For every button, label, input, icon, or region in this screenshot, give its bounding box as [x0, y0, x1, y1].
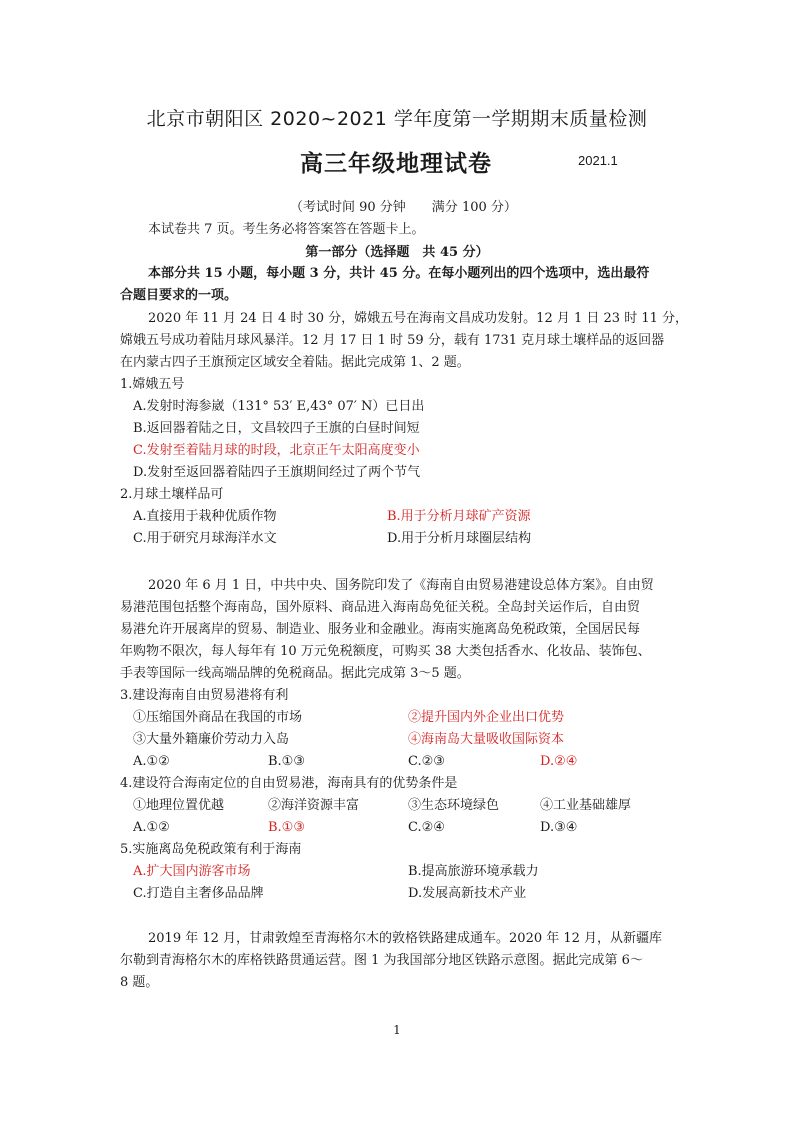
q3-option-b: B.①③	[268, 754, 305, 769]
q4-option-a: A.①②	[133, 820, 170, 835]
q1-option-a: A.发射时海参崴（131° 53′ E,43° 07′ N）已日出	[133, 399, 425, 414]
q3-statement-1: ①压缩国外商品在我国的市场	[133, 710, 303, 725]
passage1-line1: 2020 年 11 月 24 日 4 时 30 分，嫦娥五号在海南文昌成功发射。12 月 1 日 23 时 11 分，	[148, 311, 688, 326]
passage2-line5: 手表等国际一线高端品牌的免税商品。据此完成第 3～5 题。	[120, 666, 470, 681]
q4-stem: 4.建设符合海南定位的自由贸易港，海南具有的优势条件是	[120, 776, 458, 791]
q5-option-c: C.打造自主奢侈品品牌	[133, 886, 264, 901]
q3-option-d-answer: D.②④	[540, 754, 578, 769]
passage3-line2: 尔勒到青海格尔木的库格铁路贯通运营。图 1 为我国部分地区铁路示意图。据此完成第 6～	[120, 953, 643, 968]
part1-intro-line2: 合题目要求的一项。	[120, 288, 238, 303]
part1-intro-line1: 本部分共 15 小题，每小题 3 分，共计 45 分。在每小题列出的四个选项中，选出最符	[148, 266, 650, 281]
page-number: 1	[393, 1023, 401, 1037]
passage1-line3: 在内蒙古四子王旗预定区域安全着陆。据此完成第 1、2 题。	[120, 355, 470, 370]
q4-option-c: C.②④	[408, 820, 445, 835]
q3-option-c: C.②③	[408, 754, 445, 769]
passage3-line1: 2019 年 12 月，甘肃敦煌至青海格尔木的敦格铁路建成通车。2020 年 12 月，从新疆库	[148, 931, 663, 946]
q4-statement-2: ②海洋资源丰富	[268, 798, 360, 813]
q5-option-d: D.发展高新技术产业	[408, 886, 527, 901]
passage2-line2: 易港范围包括整个海南岛，国外原料、商品进入海南岛免征关税。全岛封关运作后，自由贸	[120, 600, 641, 615]
q3-statement-4: ④海南岛大量吸收国际资本	[408, 732, 565, 747]
exam-title: 北京市朝阳区 2020~2021 学年度第一学期期末质量检测	[146, 108, 648, 130]
q4-statement-4: ④工业基础雄厚	[540, 798, 632, 813]
q1-option-d: D.发射至返回器着陆四子王旗期间经过了两个节气	[133, 465, 421, 480]
q2-option-b-answer: B.用于分析月球矿产资源	[387, 509, 531, 524]
q4-option-b-answer: B.①③	[268, 820, 305, 835]
passage2-line4: 年购物不限次，每人每年有 10 万元免税额度，可购买 38 大类包括香水、化妆品、装饰包、	[120, 644, 651, 659]
q2-option-a: A.直接用于栽种优质作物	[133, 509, 277, 524]
q2-stem: 2.月球土壤样品可	[120, 487, 224, 502]
q3-statement-3: ③大量外籍廉价劳动力入岛	[133, 732, 290, 747]
q2-option-d: D.用于分析月球圈层结构	[387, 531, 532, 546]
q4-statement-3: ③生态环境绿色	[408, 798, 500, 813]
passage2-line1: 2020 年 6 月 1 日，中共中央、国务院印发了《海南自由贸易港建设总体方案》。自由贸	[148, 578, 654, 593]
q1-stem: 1.嫦娥五号	[120, 377, 185, 392]
q5-option-b: B.提高旅游环境承载力	[408, 864, 539, 879]
passage1-line2: 嫦娥五号成功着陆月球风暴洋。12 月 17 日 1 时 59 分，载有 1731 克月球土壤样品的返回器	[120, 333, 665, 348]
q1-option-c-answer: C.发射至着陆月球的时段，北京正午太阳高度变小	[133, 443, 420, 458]
exam-date: 2021.1	[578, 153, 618, 168]
exam-info: （考试时间 90 分钟 满分 100 分）	[290, 200, 517, 215]
q3-option-a: A.①②	[133, 754, 170, 769]
passage3-line3: 8 题。	[120, 975, 159, 990]
q3-stem: 3.建设海南自由贸易港将有利	[120, 688, 289, 703]
exam-notice: 本试卷共 7 页。考生务必将答案答在答题卡上。	[148, 222, 425, 237]
q2-option-c: C.用于研究月球海洋水文	[133, 531, 277, 546]
q5-option-a-answer: A.扩大国内游客市场	[133, 864, 251, 879]
passage2-line3: 易港允许开展离岸的贸易、制造业、服务业和金融业。海南实施离岛免税政策，全国居民每	[120, 622, 641, 637]
q4-option-d: D.③④	[540, 820, 578, 835]
q1-option-b: B.返回器着陆之日，文昌较四子王旗的白昼时间短	[133, 421, 420, 436]
paper-title: 高三年级地理试卷	[300, 151, 492, 177]
q3-statement-2: ②提升国内外企业出口优势	[408, 710, 565, 725]
part1-heading: 第一部分（选择题 共 45 分）	[305, 245, 489, 260]
q4-statement-1: ①地理位置优越	[133, 798, 225, 813]
q5-stem: 5.实施离岛免税政策有利于海南	[120, 842, 302, 857]
